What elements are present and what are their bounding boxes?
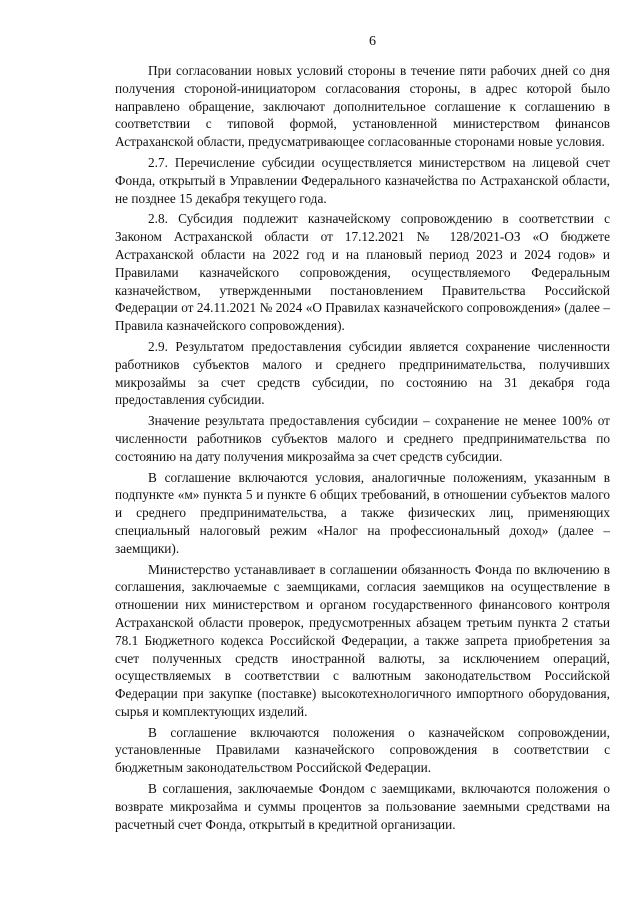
- document-body: [115, 62, 610, 833]
- paragraph-approval-conditions: При согласовании новых условий стороны в течение пяти рабочих дней со дня получения стороной-инициатором согласования стороны, в адрес которой было направлено обращение, заключают дополнительное соглашение к соглашению в соответствии с типовой формой, установленной министерством финансов Астраханской области, предусматривающее согласованные сторонами новые условия.: [115, 63, 610, 150]
- paragraph-agreement-conditions: В соглашение включаются условия, аналогичные положениям, указанным в подпункте «м» пункта 5 и пункте 6 общих требований, в отношении субъектов малого и среднего предпринимательства, а также физических лиц, применяющих специальный налоговый режим «Налог на профессиональный доход» (далее – заемщики).: [115, 469, 610, 556]
- paragraph-loan-repayment: В соглашения, заключаемые Фондом с заемщиками, включаются положения о возврате микрозайма и суммы процентов за пользование заемными средствами на расчетный счет Фонда, открытый в кредитной организации.: [115, 781, 610, 832]
- paragraph-2-9-result: 2.9. Результатом предоставления субсидии является сохранение численности работников субъектов малого и среднего предпринимательства, получивших микрозаймы за счет средств субсидии, по состоянию на 31 декабря года предоставления субсидии.: [115, 338, 610, 408]
- paragraph-2-7-transfer: 2.7. Перечисление субсидии осуществляется министерством на лицевой счет Фонда, открытый в Управлении Федерального казначейства по Астраханской области, не позднее 15 декабря текущего года.: [115, 154, 610, 206]
- paragraph-ministry-obligations: Министерство устанавливает в соглашении обязанность Фонда по включению в соглашения, заключаемые с заемщиками, согласия заемщиков на осуществление в отношении них министерством и органом государственного финансового контроля Астраханской области проверок, предусмотренных абзацем третьим пункта 2 статьи 78.1 Бюджетного кодекса Российской Федерации, а также запрета приобретения за счет полученных средств иностранной валюты, за исключением операций, осуществляемых в соответствии с валютным законодательством Российской Федерации при закупке (поставке) высокотехнологичного импортного оборудования, сырья и комплектующих изделий.: [115, 561, 610, 719]
- paragraph-2-8-treasury-support: 2.8. Субсидия подлежит казначейскому сопровождению в соответствии с Законом Астраханской области от 17.12.2021 № 128/2021-ОЗ «О бюджете Астраханской области на 2022 год и на плановый период 2023 и 2024 годов» и Правилами казначейского сопровождения, осуществляемого Федеральным казначейством, утвержденными постановлением Правительства Российской Федерации от 24.11.2021 № 2024 «О Правилах казначейского сопровождения» (далее – Правила казначейского сопровождения).: [115, 211, 610, 334]
- paragraph-result-value: Значение результата предоставления субсидии – сохранение не менее 100% от численности работников субъектов малого и среднего предпринимательства по состоянию на дату получения микрозайма за счет средств субсидии.: [115, 413, 610, 464]
- paragraph-treasury-provisions: В соглашение включаются положения о казначейском сопровождении, установленные Правилами казначейского сопровождения в соответствии с бюджетным законодательством Российской Федерации.: [115, 724, 610, 776]
- page-number: 6: [369, 34, 376, 49]
